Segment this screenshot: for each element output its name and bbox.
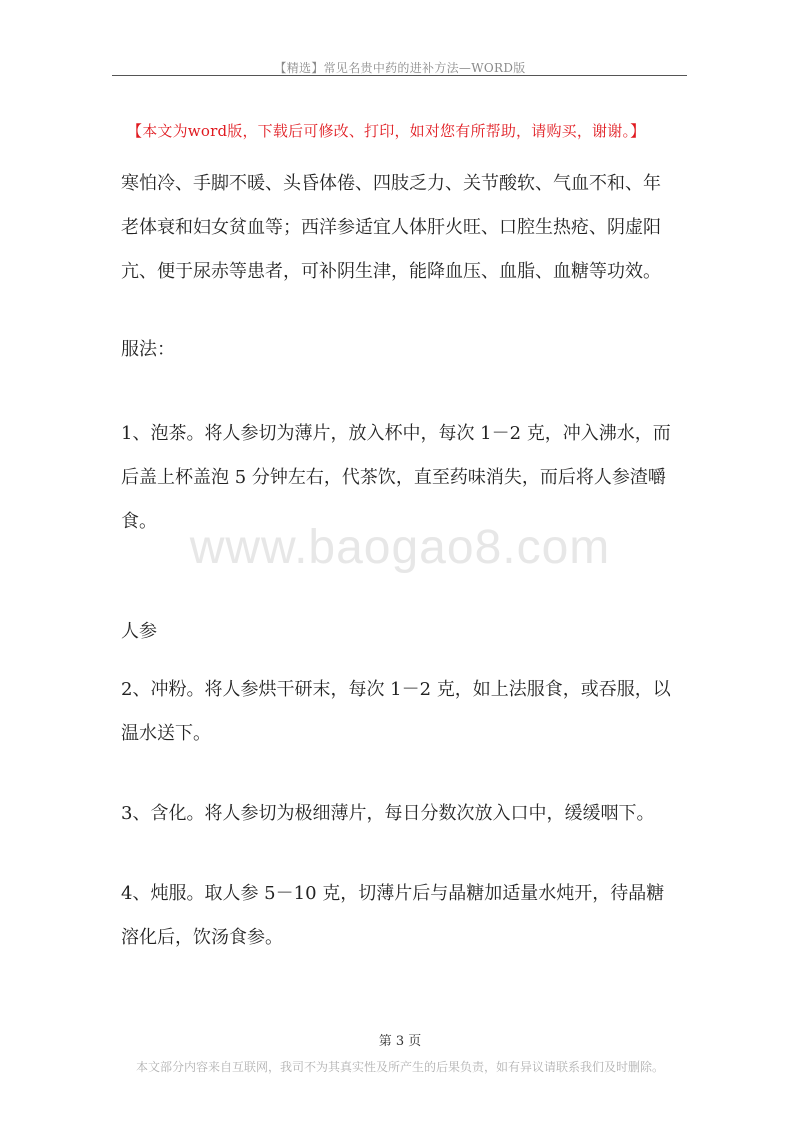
page-number: 第 3 页: [378, 1034, 422, 1049]
paragraph-intro: 寒怕冷、手脚不暖、头昏体倦、四肢乏力、关节酸软、气血不和、年 老体衰和妇女贫血等；西洋参适宜人体肝火旺、口腔生热疮、阴虚阳 亢、便于尿赤等患者，可补阴生津，能降血压、血脂、血糖等功效。: [121, 173, 661, 282]
header-divider: [112, 75, 687, 76]
paragraph-method-tea: 1、泡茶。将人参切为薄片，放入杯中，每次 1－2 克，冲入沸水，而 后盖上杯盖泡 5 分钟左右，代茶饮，直至药味消失，而后将人参渣嚼 食。: [121, 423, 671, 532]
document-header-title: 【精选】常见名贵中药的进补方法—WORD版: [274, 61, 526, 75]
red-notice-text: 【本文为word版，下载后可修改、打印，如对您有所帮助，请购买，谢谢。】: [127, 122, 646, 140]
paragraph-method-stew: 4、炖服。取人参 5－10 克，切薄片后与晶糖加适量水炖开，待晶糖 溶化后，饮汤食参。: [121, 883, 665, 948]
paragraph-ginseng-label: 人参: [121, 621, 157, 642]
paragraph-usage-heading: 服法：: [121, 339, 175, 360]
footer-disclaimer: 本文部分内容来自互联网，我司不为其真实性及所产生的后果负责，如有异议请联系我们及时删除。: [135, 1060, 664, 1074]
paragraph-method-powder: 2、冲粉。将人参烘干研末，每次 1－2 克，如上法服食，或吞服，以 温水送下。: [121, 679, 671, 744]
paragraph-method-dissolve: 3、含化。将人参切为极细薄片，每日分数次放入口中，缓缓咽下。: [121, 803, 655, 824]
watermark-text: www.baogao8.com: [189, 521, 611, 574]
